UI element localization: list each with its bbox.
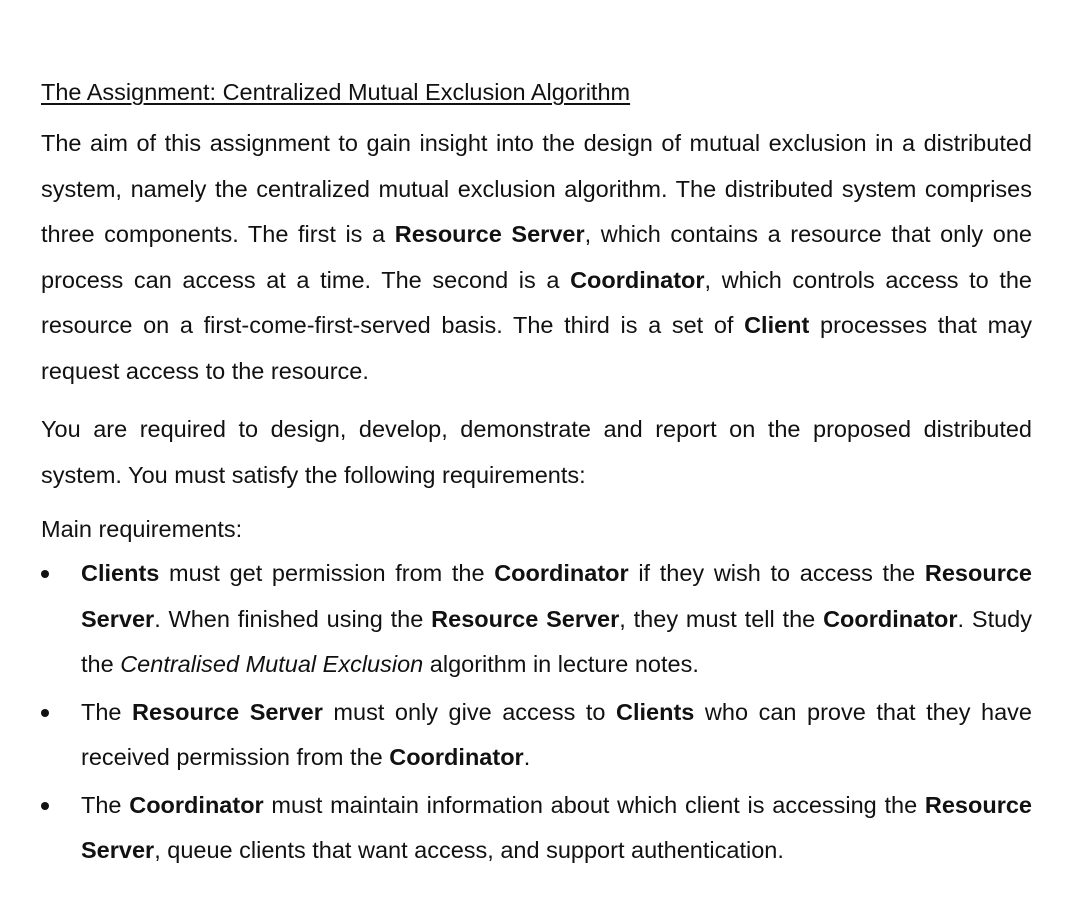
term-coordinator: Coordinator [389, 744, 524, 770]
bullet-text: algorithm in lecture notes. [423, 651, 699, 677]
bullet-text: . [523, 744, 531, 770]
bullet-text: must get permission from the [159, 560, 495, 586]
bullet-text: if they wish to access the [628, 560, 925, 586]
list-item [41, 551, 1032, 688]
required-paragraph: You are required to design, develop, demonstrate and report on the proposed distributed system. You must satisfy the following requirements: [41, 416, 1032, 488]
bullet-text: . Study the [81, 605, 1032, 677]
bullet-text: The [81, 698, 133, 725]
bullet-text: The [81, 791, 130, 818]
term-client: Client [744, 312, 810, 338]
bullet-text: , queue clients that want access, and support authentication. [154, 837, 784, 863]
term-resource-server: Resource Server [81, 560, 1032, 632]
intro-text-4: processes that may request access to the resource. [41, 312, 1032, 384]
term-coordinator: Coordinator [823, 605, 958, 632]
term-clients: Clients [616, 698, 695, 725]
algorithm-name: Centralised Mutual Exclusion [120, 651, 424, 677]
intro-paragraph [41, 121, 1032, 394]
assignment-heading: The Assignment: Centralized Mutual Exclusion Algorithm [41, 79, 631, 105]
bullet-text: who can prove that they have received permission from the [81, 698, 1032, 770]
bullet-icon [41, 802, 49, 810]
document-page [41, 73, 1032, 874]
intro-text-3: , which controls access to the resource on a first-come-first-served basis. The third is a set of [41, 266, 1032, 338]
term-resource-server: Resource Server [81, 791, 1032, 863]
intro-text-1: The aim of this assignment to gain insight into the design of mutual exclusion in a distributed system, namely the centralized mutual exclusion algorithm. The distributed system comprises three components. The first is a [41, 130, 1032, 247]
term-resource-server: Resource Server [132, 698, 323, 725]
term-coordinator: Coordinator [570, 266, 705, 293]
term-resource-server: Resource Server [394, 221, 585, 247]
intro-text-2: , which contains a resource that only one process can access at a time. The second is a [41, 221, 1032, 293]
term-coordinator: Coordinator [129, 791, 264, 818]
requirements-list [41, 551, 1032, 874]
bullet-text: , they must tell the [619, 605, 824, 632]
list-item [41, 690, 1032, 781]
bullet-text: must only give access to [322, 698, 617, 725]
term-clients: Clients [81, 560, 160, 586]
term-resource-server: Resource Server [431, 605, 620, 632]
list-item [41, 783, 1032, 874]
bullet-icon [41, 709, 49, 717]
bullet-text: . When finished using the [154, 605, 432, 632]
term-coordinator: Coordinator [494, 560, 629, 586]
main-requirements-label: Main requirements: [41, 516, 243, 542]
bullet-icon [41, 570, 49, 578]
bullet-text: must maintain information about which client is accessing the [263, 791, 925, 818]
